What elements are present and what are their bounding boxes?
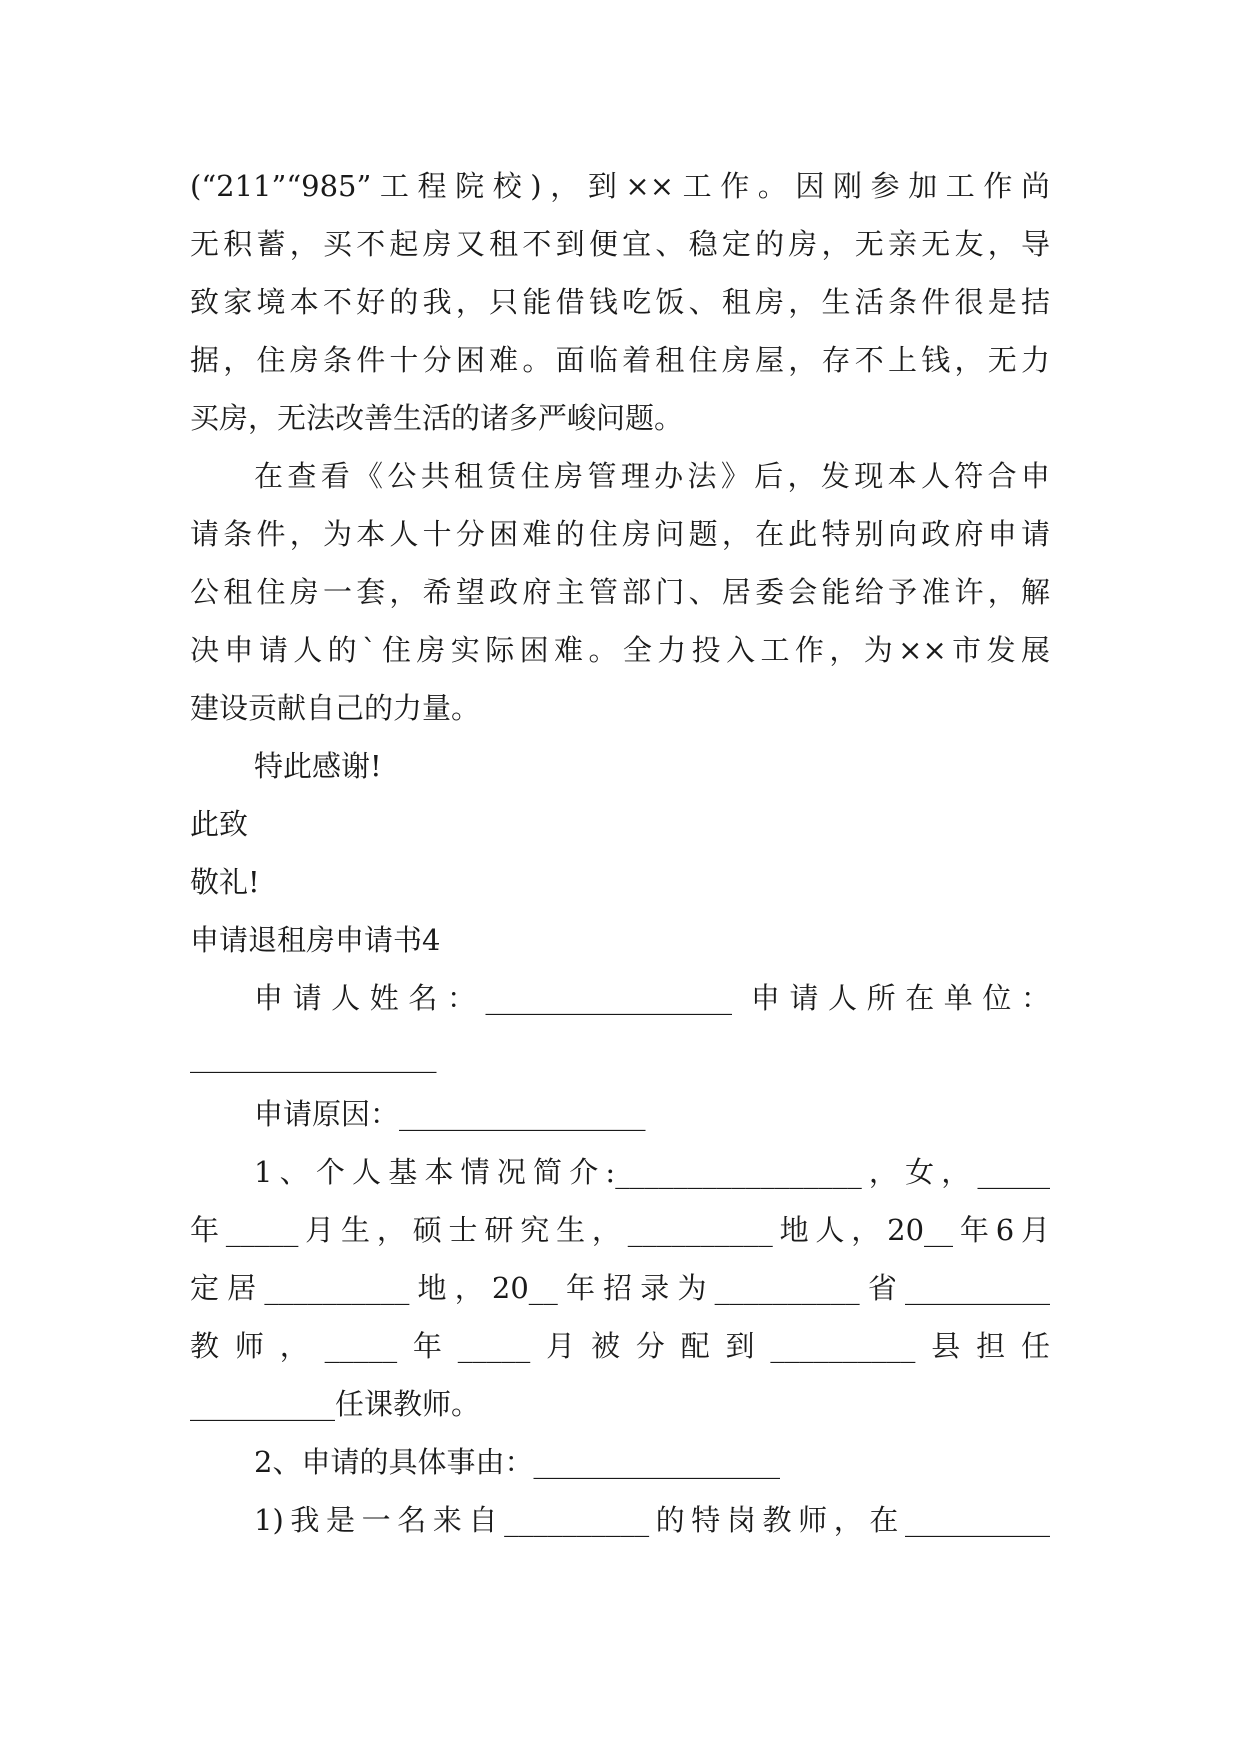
salutation-line: 敬礼! bbox=[190, 865, 260, 899]
form-line: 年_____月生，硕士研究生，__________地人，20__年6月 bbox=[190, 1213, 1050, 1247]
form-line: 1)我是一名来自__________的特岗教师，在__________ bbox=[254, 1503, 1050, 1537]
paragraph-line: 在查看《公共租赁住房管理办法》后，发现本人符合申 bbox=[254, 459, 1050, 493]
section-title: 申请退租房申请书4 bbox=[190, 923, 441, 957]
form-line: 2、申请的具体事由：_________________ bbox=[254, 1445, 780, 1479]
form-line: 教师，_____年_____月被分配到__________县担任 bbox=[190, 1329, 1050, 1363]
paragraph-line: 买房，无法改善生活的诸多严峻问题。 bbox=[190, 401, 684, 435]
form-line: 1、个人基本情况简介:_________________，女，_____ bbox=[254, 1155, 1050, 1189]
form-line: 定居__________地，20__年招录为__________省__________ bbox=[190, 1271, 1050, 1305]
paragraph-line: 无积蓄，买不起房又租不到便宜、稳定的房，无亲无友，导 bbox=[190, 227, 1050, 261]
paragraph-line: 据，住房条件十分困难。面临着租住房屋，存不上钱，无力 bbox=[190, 343, 1050, 377]
form-line: _________________ bbox=[190, 1039, 437, 1073]
form-line: 申请人姓名：_________________ 申请人所在单位： bbox=[254, 981, 1050, 1015]
paragraph-line: 公租住房一套，希望政府主管部门、居委会能给予准许，解 bbox=[190, 575, 1050, 609]
form-line: 申请原因：_________________ bbox=[254, 1097, 646, 1131]
paragraph-line: (“211”“985”工程院校)，到××工作。因刚参加工作尚 bbox=[190, 169, 1050, 203]
closing-thanks: 特此感谢! bbox=[254, 749, 382, 783]
paragraph-line: 请条件，为本人十分困难的住房问题，在此特别向政府申请 bbox=[190, 517, 1050, 551]
salutation-line: 此致 bbox=[190, 807, 249, 841]
paragraph-line: 决申请人的`住房实际困难。全力投入工作，为××市发展 bbox=[190, 633, 1050, 667]
paragraph-line: 建设贡献自己的力量。 bbox=[190, 691, 481, 725]
form-line: __________任课教师。 bbox=[190, 1387, 481, 1421]
paragraph-line: 致家境本不好的我，只能借钱吃饭、租房，生活条件很是拮 bbox=[190, 285, 1050, 319]
